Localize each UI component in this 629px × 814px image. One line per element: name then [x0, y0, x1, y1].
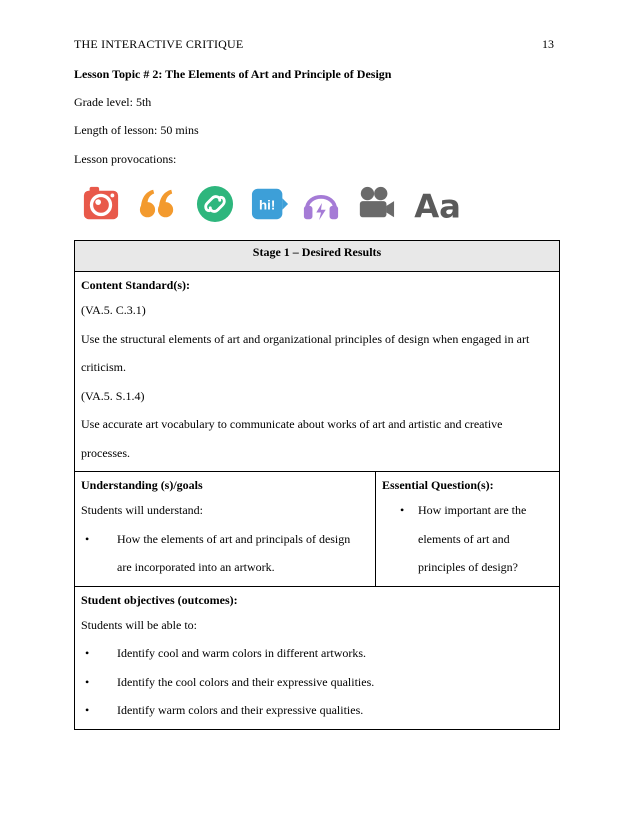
essential-cell — [376, 472, 560, 587]
font-aa-icon — [412, 185, 462, 223]
essential-a: • How important are the — [382, 496, 553, 525]
stage1-title: Stage 1 – Desired Results — [75, 241, 560, 272]
stage1-table — [74, 240, 560, 730]
camera-icon — [82, 185, 120, 223]
provocation-icons — [82, 185, 472, 225]
standard2-code: (VA.5. S.1.4) — [81, 388, 145, 403]
essential-label: Essential Question(s): — [382, 478, 494, 492]
font-icon-text: Aa — [414, 187, 461, 223]
hi-icon-text: hi! — [259, 197, 276, 213]
standard1-text-b: criticism. — [81, 360, 126, 374]
standard2-text-a: Use accurate art vocabulary to communicate about works of art and artistic and creative — [81, 417, 503, 431]
hi-chat-icon — [251, 185, 289, 223]
understanding-cell — [75, 472, 376, 587]
video-camera-icon — [357, 185, 395, 223]
objective-item: • Identify the cool colors and their expressive qualities. — [81, 668, 553, 697]
understanding-label: Understanding (s)/goals — [81, 478, 203, 492]
content-standards-label: Content Standard(s): — [81, 278, 191, 292]
objectives-label: Student objectives (outcomes): — [81, 592, 238, 607]
quote-icon — [138, 185, 176, 223]
understand-bullet-a: • How the elements of art and principals of design — [81, 525, 369, 554]
content-standards-cell — [75, 272, 560, 472]
understand-intro: Students will understand: — [81, 503, 203, 517]
headphones-icon — [302, 185, 340, 223]
grade-level: Grade level: 5th — [74, 95, 152, 109]
understand-bullet-b: are incorporated into an artwork. — [117, 560, 275, 574]
page-number: 13 — [542, 37, 554, 51]
essential-b: elements of art and — [418, 531, 510, 546]
objectives-intro: Students will be able to: — [81, 617, 197, 632]
lesson-topic: Lesson Topic # 2: The Elements of Art and Principle of Design — [74, 67, 392, 81]
running-head: THE INTERACTIVE CRITIQUE — [74, 37, 244, 51]
lesson-length: Length of lesson: 50 mins — [74, 123, 199, 137]
provocations-label: Lesson provocations: — [74, 152, 177, 166]
objectives-cell — [75, 586, 560, 729]
objective-item: • Identify warm colors and their expressive qualities. — [81, 696, 553, 725]
standard1-code: (VA.5. C.3.1) — [81, 303, 146, 317]
standard2-text-b: processes. — [81, 445, 130, 460]
standard1-text-a: Use the structural elements of art and organizational principles of design when engaged in art — [81, 331, 530, 346]
objective-item: • Identify cool and warm colors in different artworks. — [81, 639, 553, 668]
essential-c: principles of design? — [418, 560, 518, 574]
link-icon — [196, 185, 234, 223]
